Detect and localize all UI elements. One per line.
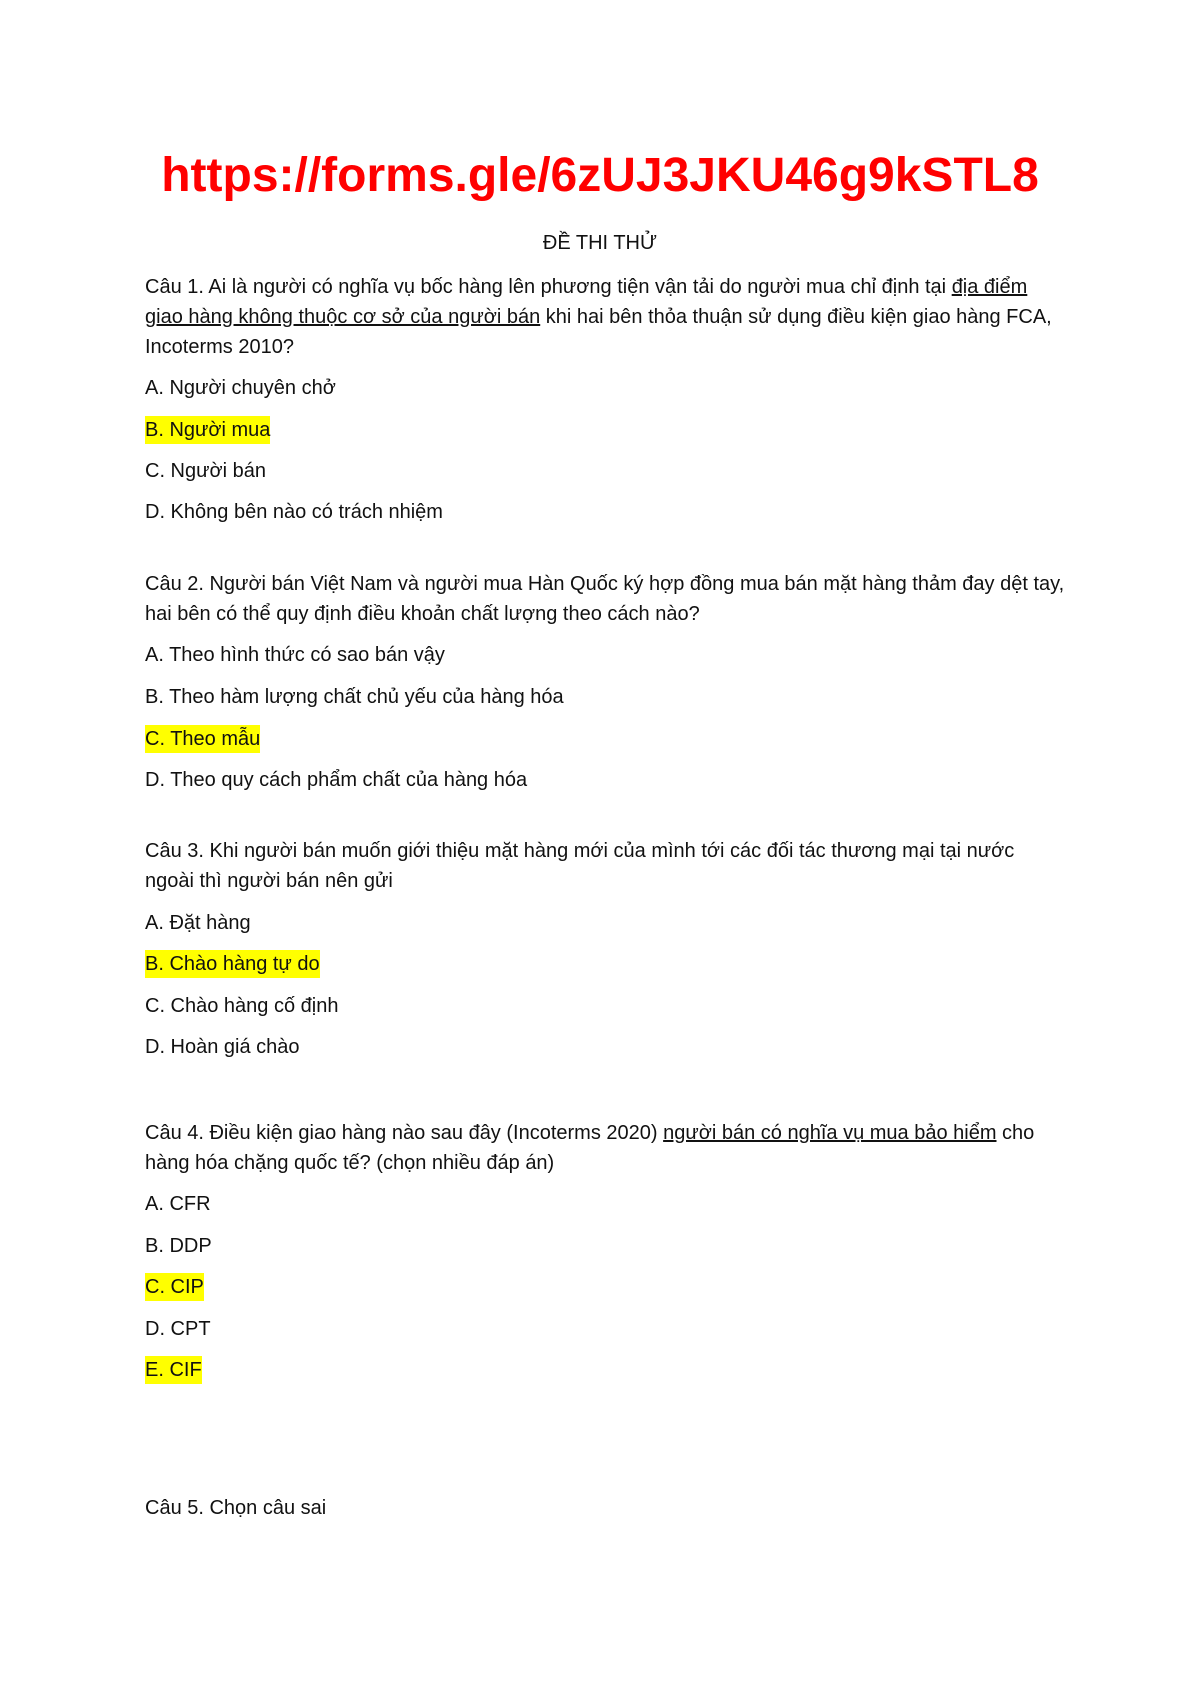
question-4-option-b: B. DDP [145,1235,212,1257]
question-4-underlined: người bán có nghĩa vụ mua bảo hiểm [663,1122,997,1144]
question-4-option-d: D. CPT [145,1318,211,1340]
question-4-option-c-answer: C. CIP [145,1273,204,1301]
exam-title: ĐỀ THI THỬ [542,232,658,254]
question-4-option-a: A. CFR [145,1193,211,1215]
question-2-option-c-answer: C. Theo mẫu [145,725,260,753]
question-1 [145,272,1065,362]
question-1-text-end: khi hai bên thỏa thuận sử dụng điều kiện giao hàng FCA, Incoterms 2010? [145,306,1052,358]
question-3-option-c: C. Chào hàng cố định [145,995,339,1017]
question-4-option-e-answer: E. CIF [145,1356,202,1384]
question-2-option-a: A. Theo hình thức có sao bán vậy [145,644,445,666]
question-3-option-b-answer: B. Chào hàng tự do [145,950,320,978]
question-3: Câu 3. Khi người bán muốn giới thiệu mặt hàng mới của mình tới các đối tác thương mại tại nước ngoài thì người bán nên gửi [145,840,1015,892]
question-1-option-b-answer: B. Người mua [145,416,270,444]
question-4-text-end: cho hàng hóa chặng quốc tế? (chọn nhiều đáp án) [145,1122,1035,1174]
question-4-text-start: Câu 4. Điều kiện giao hàng nào sau đây (Incoterms 2020) [145,1122,664,1144]
question-3-option-a: A. Đặt hàng [145,912,251,934]
form-link[interactable]: https://forms.gle/6zUJ3JKU46g9kSTL8 [161,149,1039,202]
question-1-option-d: D. Không bên nào có trách nhiệm [145,501,443,523]
question-1-underlined: địa điểm giao hàng không thuộc cơ sở của người bán [145,276,1028,328]
question-2-option-b: B. Theo hàm lượng chất chủ yếu của hàng hóa [145,686,564,708]
question-2: Câu 2. Người bán Việt Nam và người mua Hàn Quốc ký hợp đồng mua bán mặt hàng thảm đay dệt tay, hai bên có thể quy định điều khoản chất lượng theo cách nào? [145,573,1065,625]
question-4 [145,1118,1065,1178]
question-1-option-c: C. Người bán [145,460,266,482]
question-5: Câu 5. Chọn câu sai [145,1497,327,1519]
question-1-text-start: Câu 1. Ai là người có nghĩa vụ bốc hàng lên phương tiện vận tải do người mua chỉ định tại [145,276,952,298]
question-1-option-a: A. Người chuyên chở [145,377,336,399]
question-3-option-d: D. Hoàn giá chào [145,1036,300,1058]
question-2-option-d: D. Theo quy cách phẩm chất của hàng hóa [145,769,528,791]
